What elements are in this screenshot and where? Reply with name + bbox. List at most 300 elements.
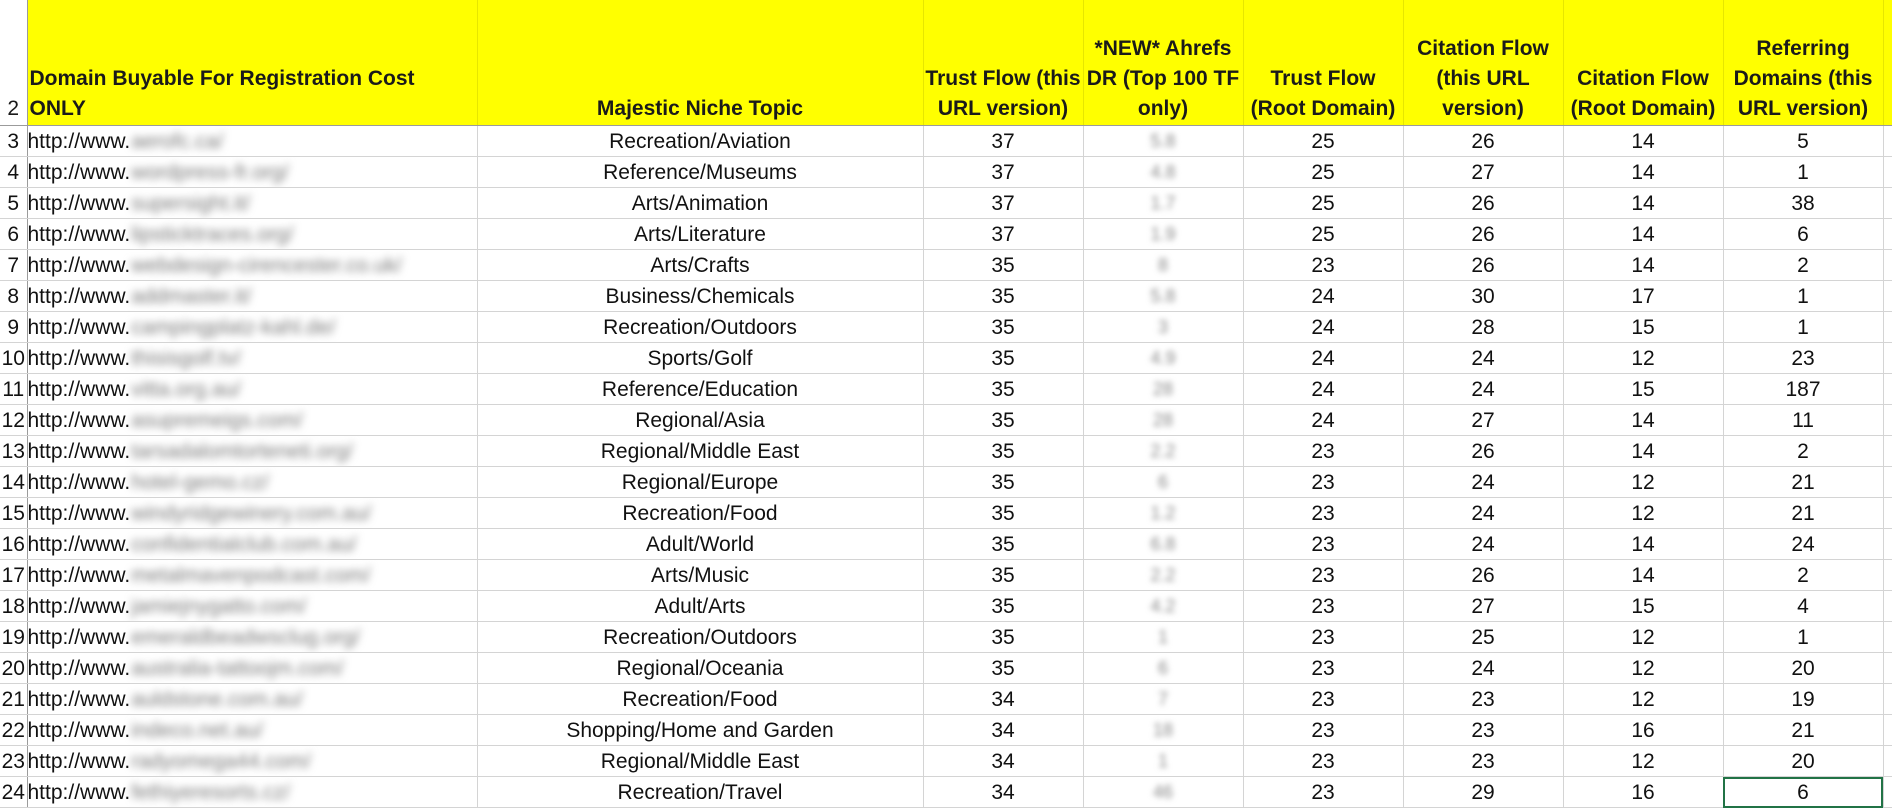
cell-trust-flow-root[interactable]: 25 [1243,126,1403,157]
cell-trust-flow-url[interactable]: 34 [923,746,1083,777]
table-row [0,622,1892,653]
cell-niche-topic[interactable]: Arts/Literature [477,219,923,250]
cell-trust-flow-root[interactable]: 25 [1243,157,1403,188]
cell-citation-flow-url[interactable]: 27 [1403,405,1563,436]
row-number[interactable]: 10 [0,343,27,374]
cell-ahrefs-dr[interactable] [1083,684,1243,715]
dr-redacted: 1 [1157,627,1168,647]
cell-ahrefs-dr[interactable] [1083,219,1243,250]
cell-niche-topic[interactable]: Adult/Arts [477,591,923,622]
cell-citation-flow-root[interactable]: 15 [1563,312,1723,343]
row-number[interactable]: 15 [0,498,27,529]
cell-domain[interactable] [27,591,477,622]
cell-ahrefs-dr[interactable] [1083,436,1243,467]
cell-referring-domains-url[interactable]: 1 [1723,281,1883,312]
cell-citation-flow-url[interactable]: 25 [1403,622,1563,653]
table-row [0,777,1892,808]
cell-referring-domains-url[interactable]: 187 [1723,374,1883,405]
domain-redacted: thisisgolf.tv/ [131,347,241,370]
cell-trust-flow-root[interactable]: 24 [1243,374,1403,405]
table-row [0,374,1892,405]
table-row [0,684,1892,715]
cell-trust-flow-url[interactable]: 35 [923,312,1083,343]
cell-citation-flow-root[interactable]: 12 [1563,498,1723,529]
cell-trust-flow-root[interactable]: 23 [1243,498,1403,529]
cell-citation-flow-url[interactable]: 26 [1403,560,1563,591]
domain-prefix: http://www. [27,471,131,494]
cell-domain[interactable] [27,622,477,653]
cell-citation-flow-url[interactable]: 27 [1403,591,1563,622]
domain-prefix: http://www. [27,285,131,308]
domain-redacted: fethiyeresorts.cz/ [131,781,290,804]
cell-ahrefs-dr[interactable] [1083,188,1243,219]
cell-citation-flow-url[interactable]: 26 [1403,126,1563,157]
dr-redacted: 5.8 [1150,131,1176,151]
table-row [0,281,1892,312]
cell-trust-flow-url[interactable]: 35 [923,529,1083,560]
header-ahrefs-dr[interactable]: *NEW* Ahrefs DR (Top 100 TF only) [1083,0,1243,126]
cell-niche-topic[interactable]: Adult/World [477,529,923,560]
cell-ahrefs-dr[interactable] [1083,498,1243,529]
domain-redacted: hotel-gemo.cz/ [131,471,269,494]
cell-ahrefs-dr[interactable] [1083,777,1243,808]
table-row [0,436,1892,467]
cell-niche-topic[interactable]: Regional/Middle East [477,436,923,467]
dr-redacted: 1.9 [1150,224,1176,244]
cell-trust-flow-url[interactable]: 35 [923,467,1083,498]
cell-ahrefs-dr[interactable] [1083,312,1243,343]
cell-trust-flow-root[interactable]: 23 [1243,591,1403,622]
cell-ahrefs-dr[interactable] [1083,405,1243,436]
domain-redacted: lipsticktraces.org/ [131,223,294,246]
cell-next-column[interactable] [1883,250,1892,281]
cell-referring-domains-url[interactable]: 20 [1723,653,1883,684]
cell-referring-domains-url[interactable]: 23 [1723,343,1883,374]
cell-citation-flow-url[interactable]: 24 [1403,467,1563,498]
row-number[interactable]: 9 [0,312,27,343]
cell-trust-flow-url[interactable]: 35 [923,405,1083,436]
domain-redacted: tarsadalomtorteneti.org/ [131,440,353,463]
cell-next-column[interactable] [1883,467,1892,498]
cell-citation-flow-root[interactable]: 12 [1563,467,1723,498]
domain-redacted: jamiejnygatto.com/ [131,595,307,618]
cell-trust-flow-root[interactable]: 23 [1243,684,1403,715]
cell-citation-flow-url[interactable]: 24 [1403,343,1563,374]
domain-redacted: webdesign-cirencester.co.uk/ [131,254,403,277]
table-row [0,498,1892,529]
table-row [0,250,1892,281]
dr-redacted: 46 [1152,782,1174,802]
domain-prefix: http://www. [27,223,131,246]
cell-citation-flow-root[interactable]: 14 [1563,250,1723,281]
cell-trust-flow-url[interactable]: 34 [923,684,1083,715]
row-number[interactable]: 17 [0,560,27,591]
cell-referring-domains-url[interactable]: 2 [1723,250,1883,281]
dr-redacted: 1.7 [1150,193,1176,213]
cell-trust-flow-url[interactable]: 35 [923,560,1083,591]
cell-domain[interactable] [27,312,477,343]
cell-citation-flow-url[interactable]: 23 [1403,746,1563,777]
cell-citation-flow-root[interactable]: 14 [1563,188,1723,219]
cell-ahrefs-dr[interactable] [1083,343,1243,374]
cell-trust-flow-url[interactable]: 37 [923,188,1083,219]
cell-referring-domains-url[interactable]: 24 [1723,529,1883,560]
cell-citation-flow-root[interactable]: 14 [1563,219,1723,250]
domain-redacted: radyomega44.com/ [131,750,311,773]
cell-referring-domains-url[interactable]: 6 [1723,219,1883,250]
cell-trust-flow-url[interactable]: 35 [923,591,1083,622]
cell-next-column[interactable] [1883,591,1892,622]
header-next-column[interactable] [1883,0,1892,126]
cell-next-column[interactable] [1883,219,1892,250]
cell-next-column[interactable] [1883,777,1892,808]
cell-next-column[interactable] [1883,374,1892,405]
cell-ahrefs-dr[interactable] [1083,715,1243,746]
cell-niche-topic[interactable]: Arts/Animation [477,188,923,219]
cell-trust-flow-url[interactable]: 34 [923,715,1083,746]
cell-referring-domains-url[interactable]: 5 [1723,126,1883,157]
cell-citation-flow-root[interactable]: 12 [1563,746,1723,777]
domain-prefix: http://www. [27,254,131,277]
cell-niche-topic[interactable]: Regional/Asia [477,405,923,436]
cell-next-column[interactable] [1883,157,1892,188]
domain-prefix: http://www. [27,595,131,618]
cell-ahrefs-dr[interactable] [1083,157,1243,188]
dr-redacted: 18 [1152,720,1174,740]
cell-ahrefs-dr[interactable] [1083,250,1243,281]
cell-niche-topic[interactable]: Recreation/Food [477,498,923,529]
dr-redacted: 5.8 [1150,286,1176,306]
cell-niche-topic[interactable]: Arts/Music [477,560,923,591]
cell-citation-flow-root[interactable]: 15 [1563,374,1723,405]
cell-citation-flow-root[interactable]: 14 [1563,126,1723,157]
header-citation-flow-url[interactable]: Citation Flow (this URL version) [1403,0,1563,126]
cell-trust-flow-root[interactable]: 23 [1243,467,1403,498]
cell-domain[interactable] [27,188,477,219]
row-number[interactable]: 2 [0,0,27,126]
row-number[interactable]: 16 [0,529,27,560]
cell-citation-flow-url[interactable]: 23 [1403,715,1563,746]
row-number[interactable]: 8 [0,281,27,312]
cell-domain[interactable] [27,529,477,560]
domain-redacted: vitta.org.au/ [131,378,241,401]
row-number[interactable]: 5 [0,188,27,219]
row-number[interactable]: 22 [0,715,27,746]
cell-next-column[interactable] [1883,436,1892,467]
domain-prefix: http://www. [27,409,131,432]
cell-citation-flow-url[interactable]: 24 [1403,529,1563,560]
cell-niche-topic[interactable]: Recreation/Outdoors [477,622,923,653]
cell-citation-flow-root[interactable]: 14 [1563,157,1723,188]
cell-next-column[interactable] [1883,715,1892,746]
cell-referring-domains-url[interactable]: 2 [1723,560,1883,591]
table-row [0,343,1892,374]
cell-ahrefs-dr[interactable] [1083,560,1243,591]
row-number[interactable]: 18 [0,591,27,622]
cell-ahrefs-dr[interactable] [1083,653,1243,684]
cell-trust-flow-url[interactable]: 37 [923,126,1083,157]
domain-redacted: confidentialclub.com.au/ [131,533,357,556]
cell-citation-flow-url[interactable]: 24 [1403,498,1563,529]
cell-domain[interactable] [27,467,477,498]
row-number[interactable]: 12 [0,405,27,436]
table-row [0,312,1892,343]
header-row [0,0,1892,126]
cell-trust-flow-root[interactable]: 23 [1243,250,1403,281]
cell-niche-topic[interactable]: Shopping/Home and Garden [477,715,923,746]
cell-next-column[interactable] [1883,343,1892,374]
cell-domain[interactable] [27,405,477,436]
cell-trust-flow-root[interactable]: 24 [1243,281,1403,312]
cell-trust-flow-url[interactable]: 35 [923,343,1083,374]
dr-redacted: 2.2 [1150,441,1176,461]
cell-niche-topic[interactable]: Regional/Europe [477,467,923,498]
cell-domain[interactable] [27,715,477,746]
domain-prefix: http://www. [27,192,131,215]
cell-trust-flow-url[interactable]: 37 [923,157,1083,188]
dr-redacted: 3 [1157,317,1168,337]
domain-prefix: http://www. [27,657,131,680]
cell-next-column[interactable] [1883,653,1892,684]
cell-referring-domains-url[interactable]: 2 [1723,436,1883,467]
cell-next-column[interactable] [1883,560,1892,591]
domain-prefix: http://www. [27,316,131,339]
cell-trust-flow-root[interactable]: 24 [1243,343,1403,374]
dr-redacted: 1.2 [1150,503,1176,523]
cell-citation-flow-url[interactable]: 27 [1403,157,1563,188]
domain-redacted: metalmavenpodcast.com/ [131,564,371,587]
cell-domain[interactable] [27,777,477,808]
cell-trust-flow-url[interactable]: 35 [923,250,1083,281]
cell-trust-flow-root[interactable]: 23 [1243,653,1403,684]
cell-trust-flow-root[interactable]: 25 [1243,219,1403,250]
cell-domain[interactable] [27,498,477,529]
cell-citation-flow-root[interactable]: 14 [1563,560,1723,591]
header-niche-topic[interactable]: Majestic Niche Topic [477,0,923,126]
header-referring-domains-url[interactable]: Referring Domains (this URL version) [1723,0,1883,126]
cell-citation-flow-root[interactable]: 12 [1563,684,1723,715]
cell-citation-flow-url[interactable]: 24 [1403,653,1563,684]
domain-prefix: http://www. [27,688,131,711]
row-number[interactable]: 4 [0,157,27,188]
cell-citation-flow-url[interactable]: 29 [1403,777,1563,808]
row-number[interactable]: 7 [0,250,27,281]
cell-ahrefs-dr[interactable] [1083,467,1243,498]
cell-trust-flow-url[interactable]: 35 [923,436,1083,467]
domain-prefix: http://www. [27,378,131,401]
row-number[interactable]: 14 [0,467,27,498]
dr-redacted: 2.2 [1150,565,1176,585]
cell-citation-flow-url[interactable]: 26 [1403,188,1563,219]
cell-citation-flow-url[interactable]: 23 [1403,684,1563,715]
cell-referring-domains-url[interactable]: 21 [1723,498,1883,529]
domain-prefix: http://www. [27,347,131,370]
row-number[interactable]: 21 [0,684,27,715]
table-row [0,126,1892,157]
cell-referring-domains-url[interactable]: 21 [1723,715,1883,746]
cell-ahrefs-dr[interactable] [1083,622,1243,653]
dr-redacted: 6 [1157,472,1168,492]
cell-domain[interactable] [27,157,477,188]
cell-referring-domains-url[interactable]: 1 [1723,312,1883,343]
dr-redacted: 7 [1157,689,1168,709]
cell-trust-flow-root[interactable]: 24 [1243,312,1403,343]
domain-redacted: auldstone.com.au/ [131,688,303,711]
header-domain[interactable]: Domain Buyable For Registration Cost ONLY [27,0,477,126]
domain-prefix: http://www. [27,130,131,153]
domain-prefix: http://www. [27,533,131,556]
cell-domain[interactable] [27,684,477,715]
cell-citation-flow-root[interactable]: 16 [1563,715,1723,746]
cell-citation-flow-root[interactable]: 14 [1563,436,1723,467]
table-row [0,405,1892,436]
cell-domain[interactable] [27,281,477,312]
cell-referring-domains-url[interactable]: 1 [1723,622,1883,653]
table-row [0,715,1892,746]
cell-trust-flow-root[interactable]: 23 [1243,622,1403,653]
cell-next-column[interactable] [1883,746,1892,777]
domain-redacted: supersight.it/ [131,192,251,215]
cell-niche-topic[interactable]: Recreation/Aviation [477,126,923,157]
cell-citation-flow-root[interactable]: 12 [1563,343,1723,374]
cell-niche-topic[interactable]: Business/Chemicals [477,281,923,312]
cell-ahrefs-dr[interactable] [1083,281,1243,312]
cell-next-column[interactable] [1883,188,1892,219]
cell-ahrefs-dr[interactable] [1083,746,1243,777]
cell-niche-topic[interactable]: Arts/Crafts [477,250,923,281]
cell-citation-flow-root[interactable]: 14 [1563,529,1723,560]
header-trust-flow-root[interactable]: Trust Flow (Root Domain) [1243,0,1403,126]
dr-redacted: 1 [1157,751,1168,771]
row-number[interactable]: 13 [0,436,27,467]
cell-referring-domains-url[interactable]: 19 [1723,684,1883,715]
cell-referring-domains-url[interactable]: 1 [1723,157,1883,188]
cell-niche-topic[interactable]: Recreation/Travel [477,777,923,808]
cell-domain[interactable] [27,560,477,591]
cell-trust-flow-root[interactable]: 23 [1243,529,1403,560]
domain-redacted: addmaster.it/ [131,285,252,308]
row-number[interactable]: 19 [0,622,27,653]
cell-trust-flow-url[interactable]: 35 [923,498,1083,529]
cell-citation-flow-root[interactable]: 16 [1563,777,1723,808]
cell-next-column[interactable] [1883,405,1892,436]
cell-next-column[interactable] [1883,529,1892,560]
cell-referring-domains-url[interactable]: 4 [1723,591,1883,622]
cell-ahrefs-dr[interactable] [1083,374,1243,405]
domain-redacted: australia-tattoojm.com/ [131,657,344,680]
cell-domain[interactable] [27,126,477,157]
dr-redacted: 4.2 [1150,596,1176,616]
cell-trust-flow-root[interactable]: 23 [1243,715,1403,746]
cell-citation-flow-url[interactable]: 30 [1403,281,1563,312]
cell-niche-topic[interactable]: Regional/Middle East [477,746,923,777]
domain-prefix: http://www. [27,719,131,742]
cell-referring-domains-url[interactable]: 38 [1723,188,1883,219]
cell-trust-flow-url[interactable]: 37 [923,219,1083,250]
cell-trust-flow-root[interactable]: 25 [1243,188,1403,219]
cell-domain[interactable] [27,374,477,405]
cell-citation-flow-url[interactable]: 26 [1403,250,1563,281]
cell-citation-flow-url[interactable]: 26 [1403,436,1563,467]
cell-domain[interactable] [27,343,477,374]
cell-citation-flow-root[interactable]: 14 [1563,405,1723,436]
cell-citation-flow-root[interactable]: 15 [1563,591,1723,622]
cell-trust-flow-url[interactable]: 34 [923,777,1083,808]
cell-trust-flow-root[interactable]: 24 [1243,405,1403,436]
table-row [0,219,1892,250]
cell-next-column[interactable] [1883,312,1892,343]
cell-citation-flow-root[interactable]: 12 [1563,653,1723,684]
cell-ahrefs-dr[interactable] [1083,529,1243,560]
domain-prefix: http://www. [27,564,131,587]
cell-citation-flow-url[interactable]: 24 [1403,374,1563,405]
row-number[interactable]: 23 [0,746,27,777]
cell-trust-flow-url[interactable]: 35 [923,281,1083,312]
cell-trust-flow-root[interactable]: 23 [1243,746,1403,777]
cell-trust-flow-url[interactable]: 35 [923,653,1083,684]
cell-trust-flow-url[interactable]: 35 [923,622,1083,653]
row-number[interactable]: 3 [0,126,27,157]
cell-referring-domains-url[interactable]: 21 [1723,467,1883,498]
domain-prefix: http://www. [27,626,131,649]
cell-domain[interactable] [27,653,477,684]
cell-referring-domains-url[interactable]: 11 [1723,405,1883,436]
row-number[interactable]: 20 [0,653,27,684]
cell-domain[interactable] [27,250,477,281]
table-row [0,746,1892,777]
cell-citation-flow-url[interactable]: 26 [1403,219,1563,250]
header-trust-flow-url[interactable]: Trust Flow (this URL version) [923,0,1083,126]
cell-ahrefs-dr[interactable] [1083,126,1243,157]
cell-trust-flow-root[interactable]: 23 [1243,560,1403,591]
cell-niche-topic[interactable]: Reference/Museums [477,157,923,188]
cell-trust-flow-root[interactable]: 23 [1243,777,1403,808]
row-number[interactable]: 24 [0,777,27,808]
cell-citation-flow-root[interactable]: 17 [1563,281,1723,312]
cell-ahrefs-dr[interactable] [1083,591,1243,622]
cell-citation-flow-url[interactable]: 28 [1403,312,1563,343]
domain-redacted: windyridgewinery.com.au/ [131,502,372,525]
header-citation-flow-root[interactable]: Citation Flow (Root Domain) [1563,0,1723,126]
domain-redacted: aerofc.ca/ [131,130,224,153]
cell-domain[interactable] [27,746,477,777]
cell-niche-topic[interactable]: Recreation/Outdoors [477,312,923,343]
cell-next-column[interactable] [1883,622,1892,653]
cell-trust-flow-url[interactable]: 35 [923,374,1083,405]
cell-niche-topic[interactable]: Reference/Education [477,374,923,405]
cell-domain[interactable] [27,219,477,250]
cell-domain[interactable] [27,436,477,467]
domain-prefix: http://www. [27,502,131,525]
cell-niche-topic[interactable]: Sports/Golf [477,343,923,374]
domain-prefix: http://www. [27,781,131,804]
cell-trust-flow-root[interactable]: 23 [1243,436,1403,467]
dr-redacted: 6 [1157,658,1168,678]
cell-referring-domains-url[interactable]: 20 [1723,746,1883,777]
cell-citation-flow-root[interactable]: 12 [1563,622,1723,653]
cell-next-column[interactable] [1883,126,1892,157]
cell-niche-topic[interactable]: Recreation/Food [477,684,923,715]
row-number[interactable]: 6 [0,219,27,250]
cell-next-column[interactable] [1883,684,1892,715]
cell-next-column[interactable] [1883,281,1892,312]
dr-redacted: 4.9 [1150,348,1176,368]
row-number[interactable]: 11 [0,374,27,405]
cell-niche-topic[interactable]: Regional/Oceania [477,653,923,684]
cell-referring-domains-url[interactable]: 6 [1723,777,1883,808]
domain-redacted: indeco.net.au/ [131,719,264,742]
cell-next-column[interactable] [1883,498,1892,529]
